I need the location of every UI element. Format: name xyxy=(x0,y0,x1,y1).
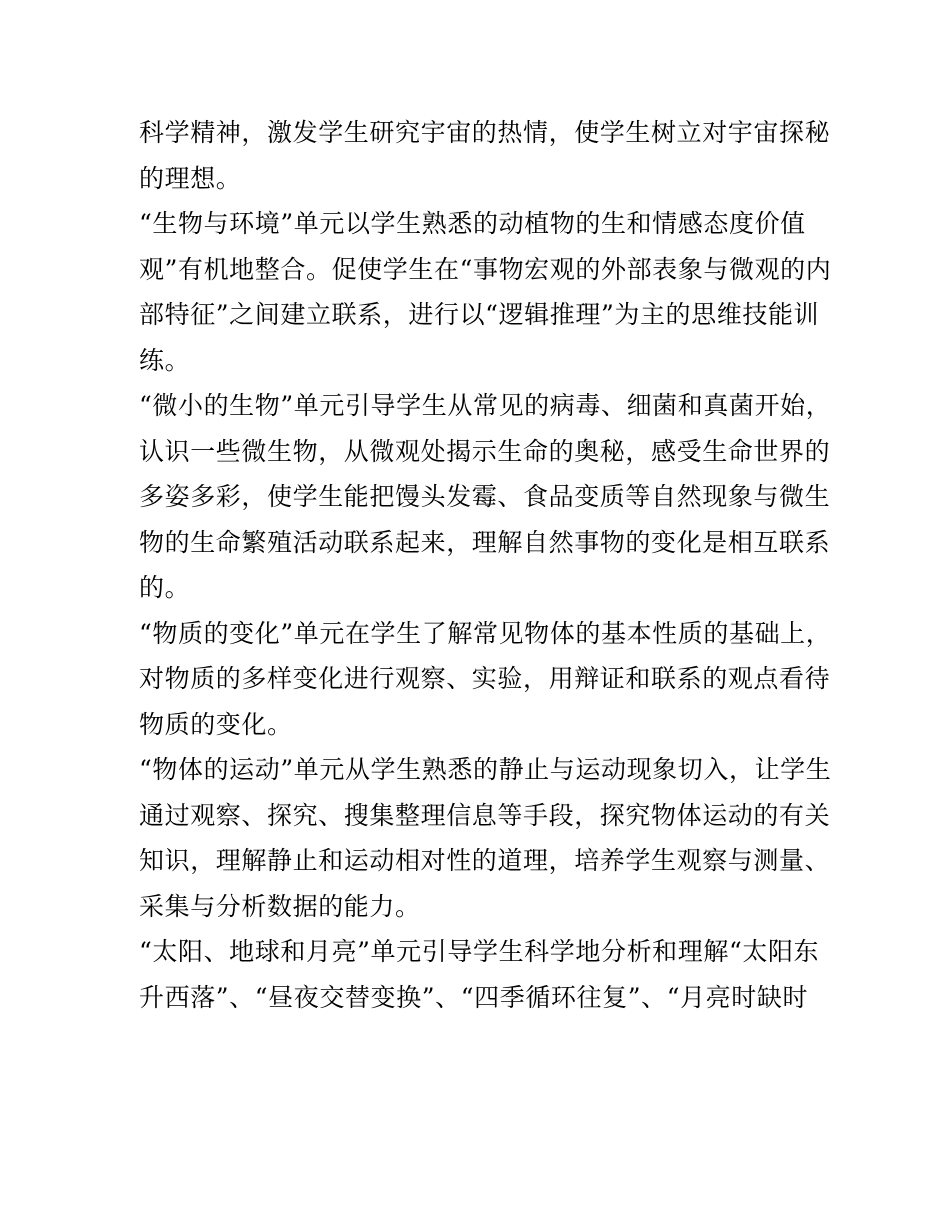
text-line: 通过观察、探究、搜集整理信息等手段，探究物体运动的有关 xyxy=(139,800,831,830)
text-line: 练。 xyxy=(139,345,191,375)
text-line: “物质的变化”单元在学生了解常见物体的基本性质的基础上， xyxy=(139,618,832,648)
text-line: 物质的变化。 xyxy=(139,709,293,739)
text-line: 升西落”、“昼夜交替变换”、“四季循环往复”、“月亮时缺时 xyxy=(139,982,809,1012)
text-line: “微小的生物”单元引导学生从常见的病毒、细菌和真菌开始， xyxy=(139,391,832,420)
text-line: 物的生命繁殖活动联系起来，理解自然事物的变化是相互联系 xyxy=(139,527,831,557)
text-line: 多姿多彩，使学生能把馒头发霉、食品变质等自然现象与微生 xyxy=(139,482,831,511)
text-line: 观”有机地整合。促使学生在“事物宏观的外部表象与微观的内 xyxy=(139,254,832,284)
text-line: 认识一些微生物，从微观处揭示生命的奥秘，感受生命世界的 xyxy=(139,436,831,466)
text-line: 对物质的多样变化进行观察、实验，用辩证和联系的观点看待 xyxy=(139,664,831,693)
text-line: “太阳、地球和月亮”单元引导学生科学地分析和理解“太阳东 xyxy=(139,937,820,966)
text-line: “生物与环境”单元以学生熟悉的动植物的生和情感态度价值 xyxy=(139,209,806,238)
text-line: 知识，理解静止和运动相对性的道理，培养学生观察与测量、 xyxy=(139,846,831,875)
body-text xyxy=(139,110,832,1020)
text-line: 部特征”之间建立联系，进行以“逻辑推理”为主的思维技能训 xyxy=(139,300,820,329)
text-line: 的。 xyxy=(139,573,191,602)
text-line: 采集与分析数据的能力。 xyxy=(139,891,421,921)
text-line: 的理想。 xyxy=(139,163,242,193)
text-line: “物体的运动”单元从学生熟悉的静止与运动现象切入，让学生 xyxy=(139,755,832,784)
text-line: 科学精神，激发学生研究宇宙的热情，使学生树立对宇宙探秘 xyxy=(139,118,831,147)
